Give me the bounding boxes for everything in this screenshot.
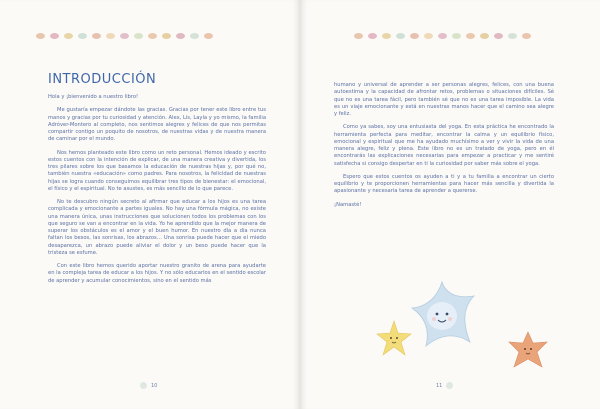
decorative-dot-icon [106,33,115,39]
paragraph: Nos hemos planteado este libro como un reto personal. Hemos ideado y escrito estos cuentos con la intención de explicar, de una manera creativa y divertida, los tres pilares sobre los que basamos la educación de nuestras hijas y, por qué no, también nuestra «educación» como padres. Para nosotros, la felicidad de nuestras hijas se logra cuando conseguimos equilibrar tres tipos de bienestar: el emocional, el físico y el espiritual. No te asustes, es más sencillo de lo que parece. [48,149,266,192]
decorative-dot-icon [368,33,377,39]
paragraph: Espero que estos cuentos os ayuden a ti y a tu familia a encontrar un cierto equilibrio y te proporcionen herramientas para hacer más sencilla y divertida la apasionante y necesaria tarea de aprender a quererse. [334,173,554,195]
paragraph: Con este libro hemos querido aportar nuestro granito de arena para ayudarte en la compleja tarea de educar a los hijos. Y no sólo educarlos en el sentido escolar de aprender y acumular conocimientos, sino en el sentido más [48,263,266,284]
decorative-dot-icon [92,33,101,39]
decorative-dot-icon [522,33,531,39]
decorative-dot-icon [204,33,213,39]
page-footer-left [140,382,157,389]
decorative-dot-icon [452,33,461,39]
decorative-dot-icon [190,33,199,39]
decorative-dot-icon [64,33,73,39]
decorative-dots-left [36,33,213,39]
page-title: INTRODUCCIÓN [48,72,157,87]
decorative-dot-icon [148,33,157,39]
page-number: 10 [151,382,158,389]
decorative-dot-icon [162,33,171,39]
paragraph: humano y universal de aprender a ser personas alegres, felices, con una buena autoestima y la capacidad de afrontar retos, problemas o situaciones difíciles. Sé que no es una tarea fácil, pero también sé que no es una tarea imposible. La vida es un viaje emocionante y está en nuestras manos hacer que el camino sea alegre y feliz. [334,82,554,117]
closing-greeting: ¡Namasté! [334,201,362,208]
decorative-dot-icon [120,33,129,39]
paragraph: Hola y ¡bienvenido a nuestro libro! [48,94,139,100]
decorative-dots-right [354,33,531,39]
blue-star-character-icon [404,276,482,354]
decorative-dot-icon [176,33,185,39]
decorative-dot-icon [134,33,143,39]
decorative-dot-icon [396,33,405,39]
decorative-dot-icon [438,33,447,39]
paragraph: No te descubro ningún secreto al afirmar que educar a los hijos es una tarea complicada y emocionante a partes iguales. No hay una fórmula mágica, no existe una manera única, unas instrucciones que solucionen todos los problemas con los que seguro se van a encontrar en la vida. Yo he aprendido que la mejor manera de superar los obstáculos es el amor y el buen humor. En nuestro día a día nunca faltan los besos, las sonrisas, los abrazos… Una sonrisa puede hacer que el miedo desaparezca, un abrazo puede aliviar el dolor y un beso puede hacer que la tristeza se esfume. [48,199,266,256]
decorative-dot-icon [424,33,433,39]
page-number: 11 [436,382,443,389]
decorative-dot-icon [382,33,391,39]
decorative-dot-icon [508,33,517,39]
orange-star-character-icon [506,330,550,370]
right-page-body [334,82,554,215]
decorative-dot-icon [50,33,59,39]
right-page [300,0,600,409]
decorative-dot-icon [480,33,489,39]
paragraph: Como ya sabes, soy una entusiasta del yoga. En esta práctica he encontrado la herramienta perfecta para meditar, encontrar la calma y un equilibrio físico, emocional y espiritual que me ha ayudado muchísimo a ver y vivir la vida de una manera alegre, feliz y plena. Este libro no es un tratado de yoga, pero en él encontrarás las explicaciones necesarias para empezar a practicar y me sentiré satisfecha si consigo despertar en ti la curiosidad por saber más sobre el yoga. [334,124,554,167]
decorative-dot-icon [36,33,45,39]
decorative-dot-icon [354,33,363,39]
decorative-dot-icon [410,33,419,39]
decorative-dot-icon [78,33,87,39]
decorative-dot-icon [466,33,475,39]
decorative-dot-icon [494,33,503,39]
paragraph: Me gustaría empezar dándote las gracias. Gracias por tener este libro entre tus manos y gracias por tu curiosidad y atención. Alex, Lis, Layla y yo mismo, la familia Adróver-Montero al completo, nos sentimos alegres y felices de que nos permitas compartir contigo un poquito de nosotros, de nuestras vidas y de nuestra manera de caminar por el mundo. [48,107,266,143]
page-footer-right [436,382,453,389]
footer-circle-icon [140,382,147,389]
footer-circle-icon [446,382,453,389]
left-page-body [48,94,266,291]
